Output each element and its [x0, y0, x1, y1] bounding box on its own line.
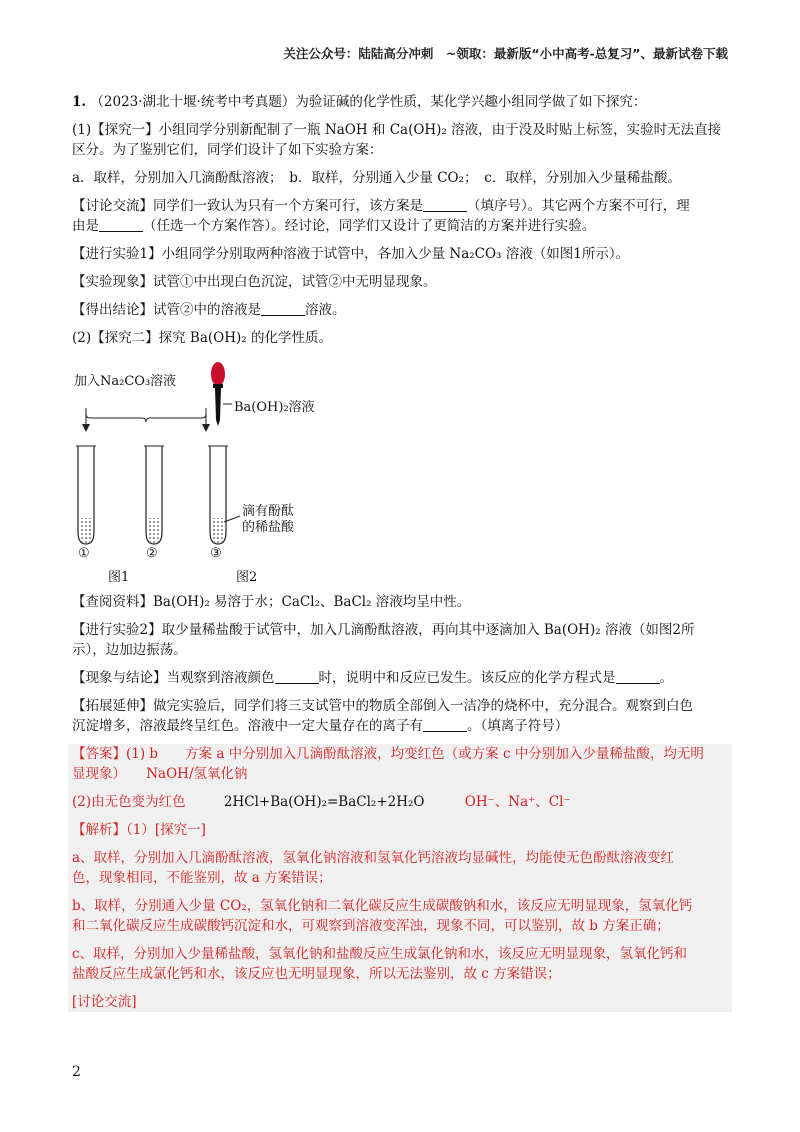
analysis-c2: 盐酸反应生成氯化钙和水，该反应也无明显现象，所以无法鉴别，故 c 方案错误； — [72, 966, 561, 982]
figure-label-add: 加入Na₂CO₃溶液 — [74, 374, 177, 389]
conclusion-line: 【得出结论】试管②中的溶液是 溶液。 — [72, 302, 346, 318]
analysis-c1: c、取样，分别加入少量稀盐酸，氢氧化钠和盐酸反应生成氯化钠和水，该反应无明显现象，氢氧化钙和 — [72, 946, 688, 962]
analysis-a1: a、取样，分别加入几滴酚酞溶液，氢氧化钠溶液和氢氧化钙溶液均显碱性，均能使无色酚酞溶液变红 — [72, 850, 675, 866]
figure-label-baoh: Ba(OH)₂溶液 — [234, 400, 315, 415]
answer-blank[interactable] — [616, 669, 660, 684]
answer-analysis-block — [68, 744, 732, 1012]
question-intro: 1. （2023·湖北十堰·统考中考真题）为验证碱的化学性质，某化学兴趣小组同学做了如下探究： — [72, 94, 647, 110]
answer-blank[interactable] — [423, 197, 467, 212]
liquid-1 — [79, 518, 93, 543]
analysis-a2: 色，现象相同，不能鉴别，故 a 方案错误； — [72, 870, 332, 886]
dropper-bulb — [211, 362, 225, 386]
analysis-b2: 和二氧化碳反应生成碳酸钙沉淀和水，可观察到溶液变浑浊，现象不同，可以鉴别，故 b 方案正确； — [72, 918, 670, 934]
question-number: 1. — [72, 94, 87, 110]
experiment-figure — [72, 356, 732, 584]
extend-line1: 【拓展延伸】做完实验后，同学们将三支试管中的物质全部倒入一洁净的烧杯中，充分混合。观察到白色 — [72, 698, 693, 714]
analysis-title: 【解析】（1）[探究一] — [72, 822, 206, 838]
analysis-discuss: [讨论交流] — [72, 994, 137, 1010]
figure-label-acid-2: 的稀盐酸 — [242, 520, 295, 535]
liquid-3 — [211, 518, 225, 543]
experiment1-line: 【进行实验1】小组同学分别取两种溶液于试管中，各加入少量 Na₂CO₃ 溶液（如图1所示）。 — [72, 246, 630, 262]
info-line: 【查阅资料】Ba(OH)₂ 易溶于水；CaCl₂、BaCl₂ 溶液均呈中性。 — [72, 594, 471, 610]
answer-line2: 显现象） NaOH/氢氧化钠 — [72, 766, 248, 782]
tube-number-2: ② — [146, 546, 158, 561]
answer-blank[interactable] — [261, 301, 305, 316]
discuss-line1: 【讨论交流】同学们一致认为只有一个方案可行，该方案是 （填序号）。其它两个方案不可行，理 — [72, 198, 690, 214]
result-line: 【现象与结论】当观察到溶液颜色 时，说明中和反应已发生。该反应的化学方程式是 。 — [72, 670, 673, 686]
part1-line1: (1)【探究一】小组同学分别新配制了一瓶 NaOH 和 Ca(OH)₂ 溶液，由于没及时贴上标签，实验时无法直接 — [72, 122, 722, 138]
phenomenon1-line: 【实验现象】试管①中出现白色沉淀，试管②中无明显现象。 — [72, 274, 437, 290]
options-line: a．取样，分别加入几滴酚酞溶液； b．取样，分别通入少量 CO₂； c．取样，分别加入少量稀盐酸。 — [72, 170, 681, 186]
figure-label-acid-1: 滴有酚酞 — [242, 504, 295, 519]
page-number: 2 — [72, 1064, 81, 1080]
page-header: 关注公众号：陆陆高分冲刺 ~领取：最新版“小中高考-总复习”、最新试卷下载 — [283, 46, 728, 61]
discuss-line2: 由是 （任选一个方案作答）。经讨论，同学们又设计了更简洁的方案并进行实验。 — [72, 218, 596, 234]
tube-number-1: ① — [78, 546, 90, 561]
experiment2-line2: 示），边加边振荡。 — [72, 642, 187, 658]
arrow-head-left — [82, 424, 90, 432]
ion-answer: OH⁻、Na⁺、Cl⁻ — [464, 794, 571, 810]
bracket-line — [86, 408, 206, 422]
experiment2-line1: 【进行实验2】取少量稀盐酸于试管中，加入几滴酚酞溶液，再向其中逐滴加入 Ba(OH)₂ 溶液（如图2所 — [72, 622, 695, 638]
part2-line: (2)【探究二】探究 Ba(OH)₂ 的化学性质。 — [72, 330, 332, 346]
figure-caption-1: 图1 — [108, 570, 130, 585]
dropper-collar — [213, 384, 223, 388]
part1-line2: 区分。为了鉴别它们，同学们设计了如下实验方案： — [72, 142, 383, 158]
answer-line3: (2)由无色变为红色 2HCl+Ba(OH)₂=BaCl₂+2H₂O OH⁻、Na⁺、Cl⁻ — [72, 794, 571, 810]
tube-number-3: ③ — [210, 546, 222, 561]
analysis-b1: b、取样，分别通入少量 CO₂，氢氧化钠和二氧化碳反应生成碳酸钠和水，该反应无明显现象，氢氧化钙 — [72, 898, 693, 914]
answer-blank[interactable] — [423, 717, 467, 732]
arrow-head-right — [202, 424, 210, 432]
test-tube-diagram — [72, 356, 372, 584]
answer-blank[interactable] — [99, 217, 143, 232]
answer-blank[interactable] — [275, 669, 319, 684]
liquid-2 — [147, 518, 161, 543]
answer-line1: 【答案】(1) b 方案 a 中分别加入几滴酚酞溶液，均变红色（或方案 c 中分别加入少量稀盐酸，均无明 — [72, 746, 704, 762]
question-content — [72, 92, 732, 1020]
extend-line2: 沉淀增多，溶液最终呈红色。溶液中一定大量存在的离子有 。（填离子符号） — [72, 718, 569, 734]
equation: 2HCl+Ba(OH)₂=BaCl₂+2H₂O — [223, 794, 425, 810]
dropper-tube — [215, 388, 221, 426]
figure-caption-2: 图2 — [236, 570, 258, 585]
